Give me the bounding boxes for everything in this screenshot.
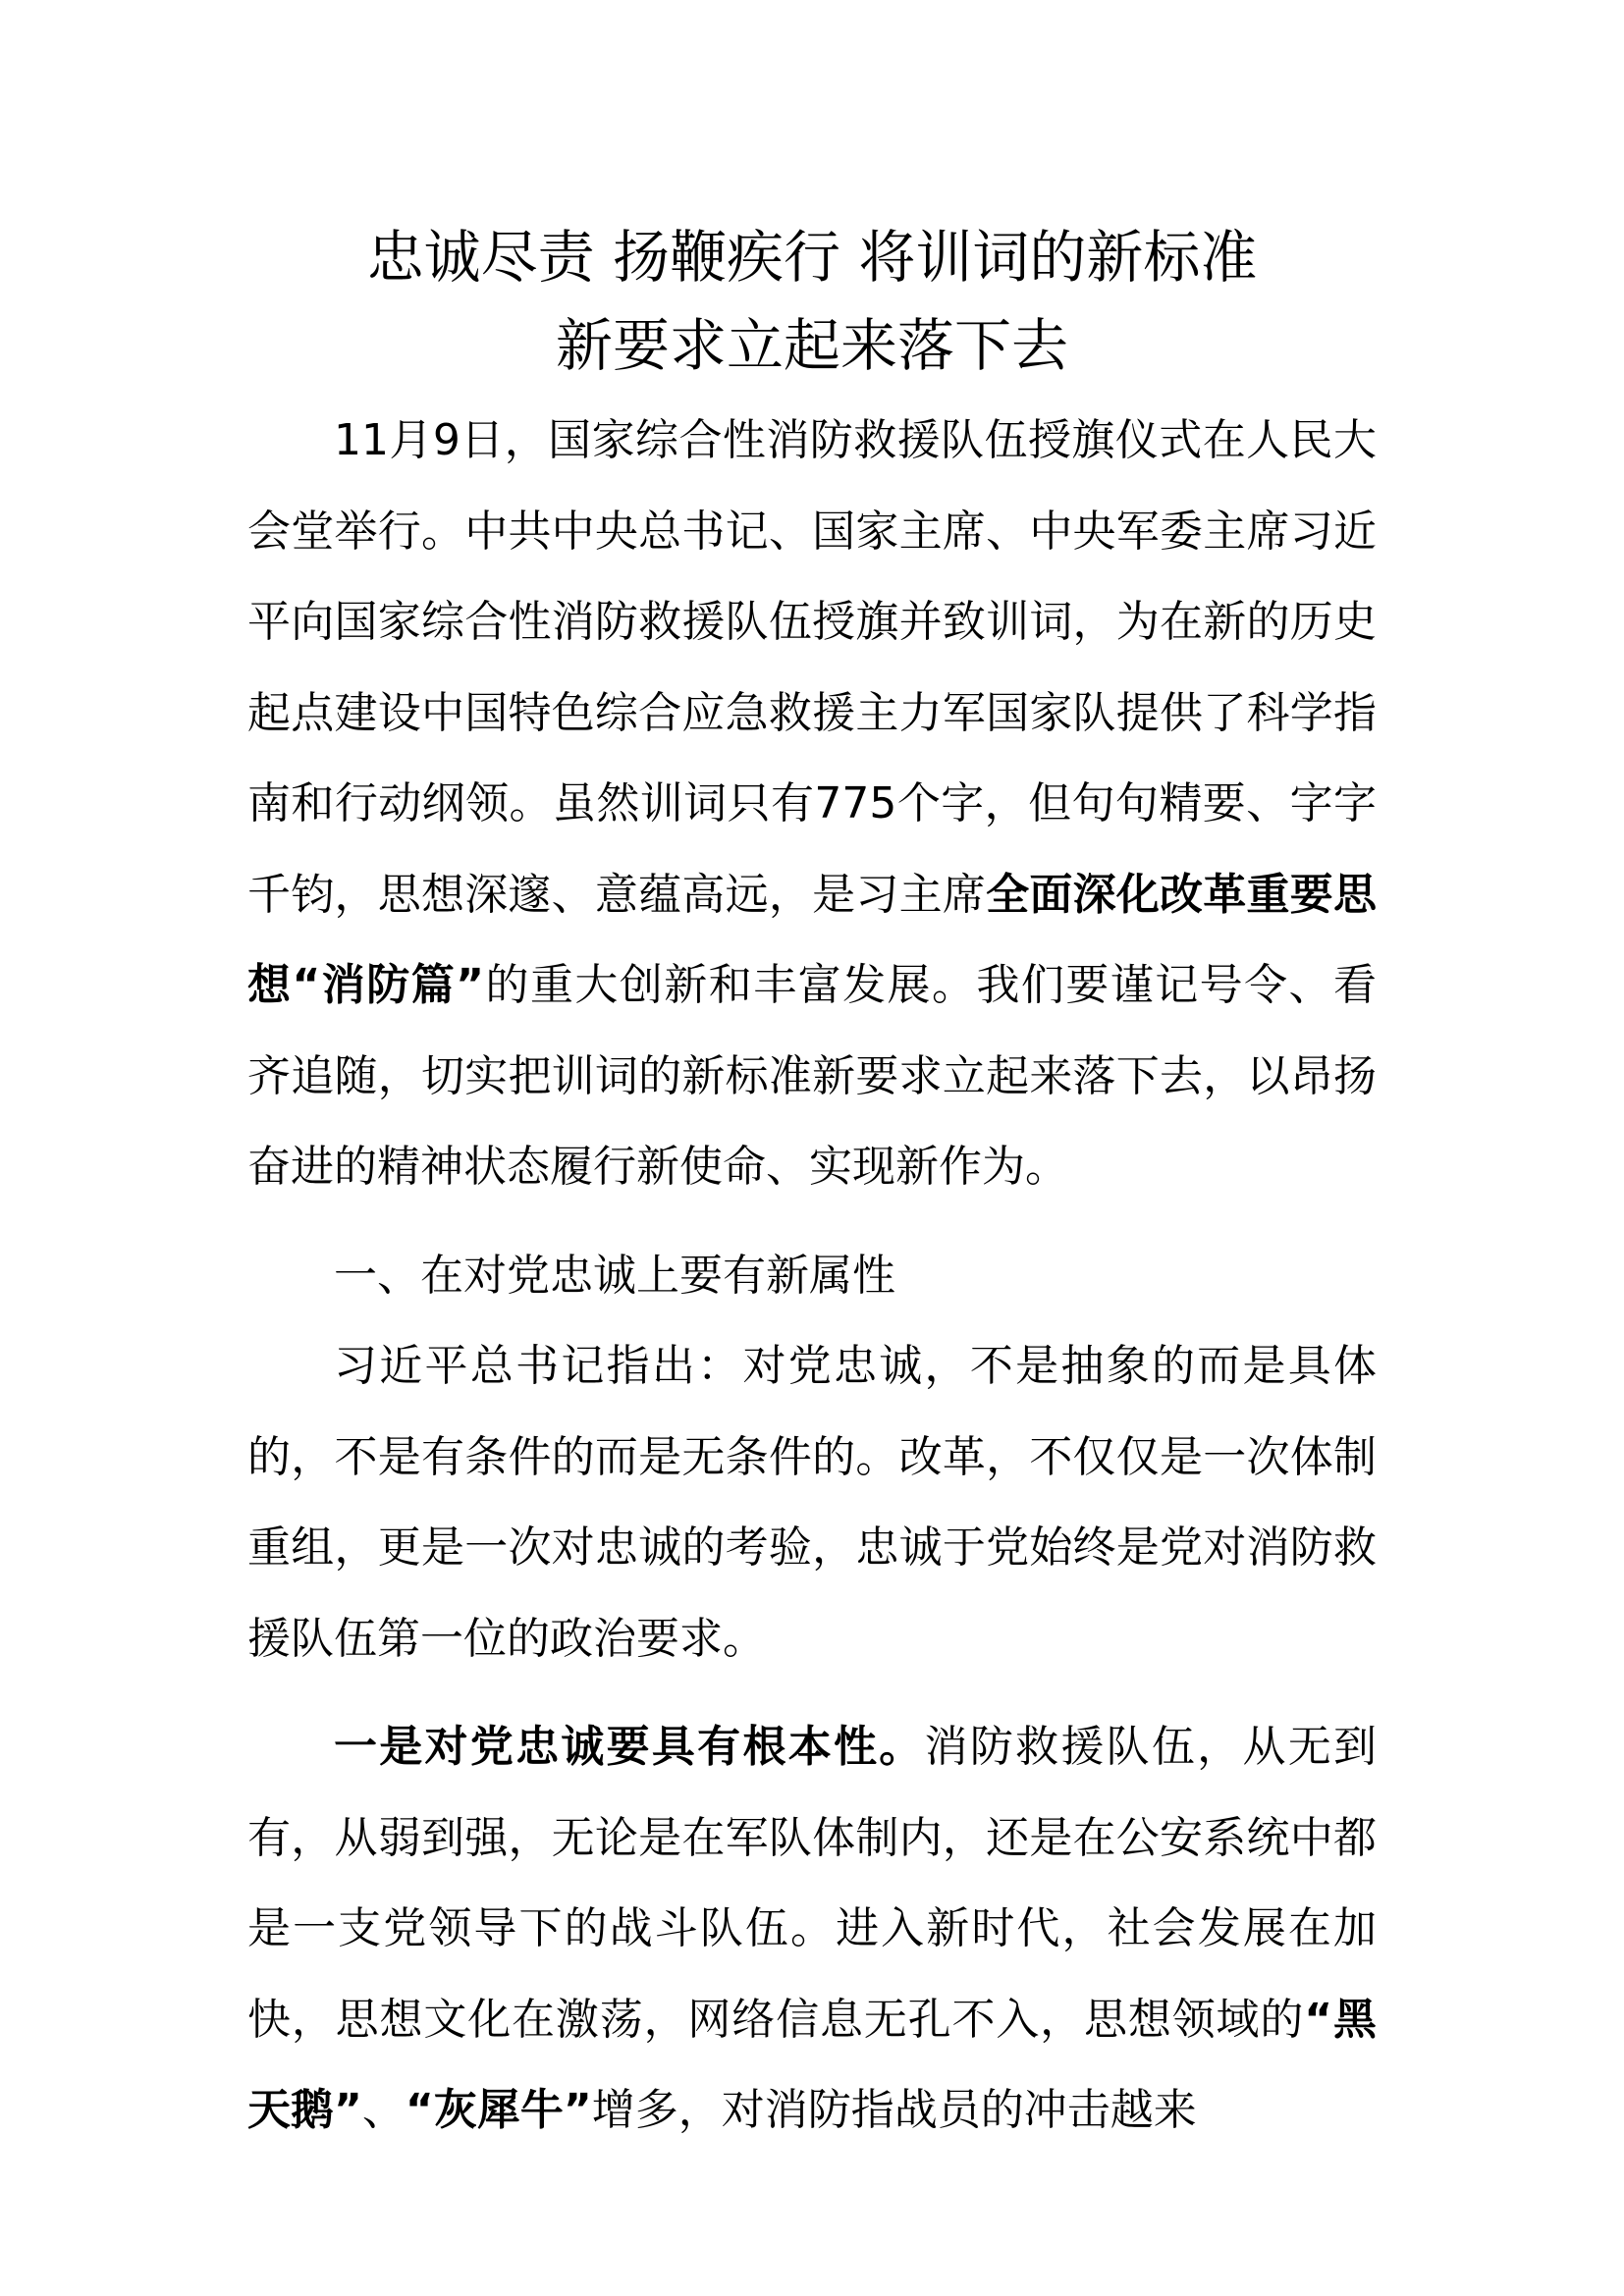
paragraph-point-1 <box>247 1702 1377 2157</box>
term-separator: 、 <box>361 2085 406 2135</box>
paragraph-intro-text-b: 的重大创新和丰富发展。我们要谨记号令、看齐追随，切实把训词的新标准新要求立起来落下去，以昂扬奋进的精神状态履行新使命、实现新作为。 <box>247 960 1378 1192</box>
paragraph-intro-text-a: 11月9日，国家综合性消防救援队伍授旗仪式在人民大会堂举行。中共中央总书记、国家主席、中央军委主席习近平向国家综合性消防救援队伍授旗并致训词，为在新的历史起点建设中国特色综合应急救援主力军国家队提供了科学指南和行动纲领。虽然训词只有775个字，但句句精要、字字千钧，思想深邃、意蕴高远，是习主席 <box>247 415 1377 920</box>
paragraph-quote: 习近平总书记指出：对党忠诚，不是抽象的而是具体的，不是有条件的而是无条件的。改革，不仅仅是一次体制重组，更是一次对忠诚的考验，忠诚于党始终是党对消防救援队伍第一位的政治要求。 <box>247 1341 1377 1664</box>
paragraph-point-1-text-b: 增多，对消防指战员的冲击越来 <box>591 2085 1197 2135</box>
document-title-line-2: 新要求立起来落下去 <box>555 312 1068 379</box>
document-body <box>247 396 1377 2157</box>
paragraph-point-1-text-a: 消防救援队伍，从无到有，从弱到强，无论是在军队体制内，还是在公安系统中都是一支党领导下的战斗队伍。进入新时代，社会发展在加快，思想文化在激荡，网络信息无孔不入，思想领域的 <box>247 1722 1378 2045</box>
grey-rhino-term: “灰犀牛” <box>405 2085 592 2135</box>
paragraph-intro <box>247 396 1377 1213</box>
section-heading-1: 一、在对党忠诚上要有新属性 <box>334 1250 895 1301</box>
paragraph-intro-bold: 全面深化改革重要思想“消防篇” <box>247 869 1378 1010</box>
paragraph-point-1-lead: 一是对党忠诚要具有根本性。 <box>334 1722 925 1772</box>
black-swan-term: “黑天鹅” <box>247 1994 1377 2135</box>
document-title-line-1: 忠诚尽责 扬鞭疾行 将训词的新标准 <box>366 224 1258 291</box>
